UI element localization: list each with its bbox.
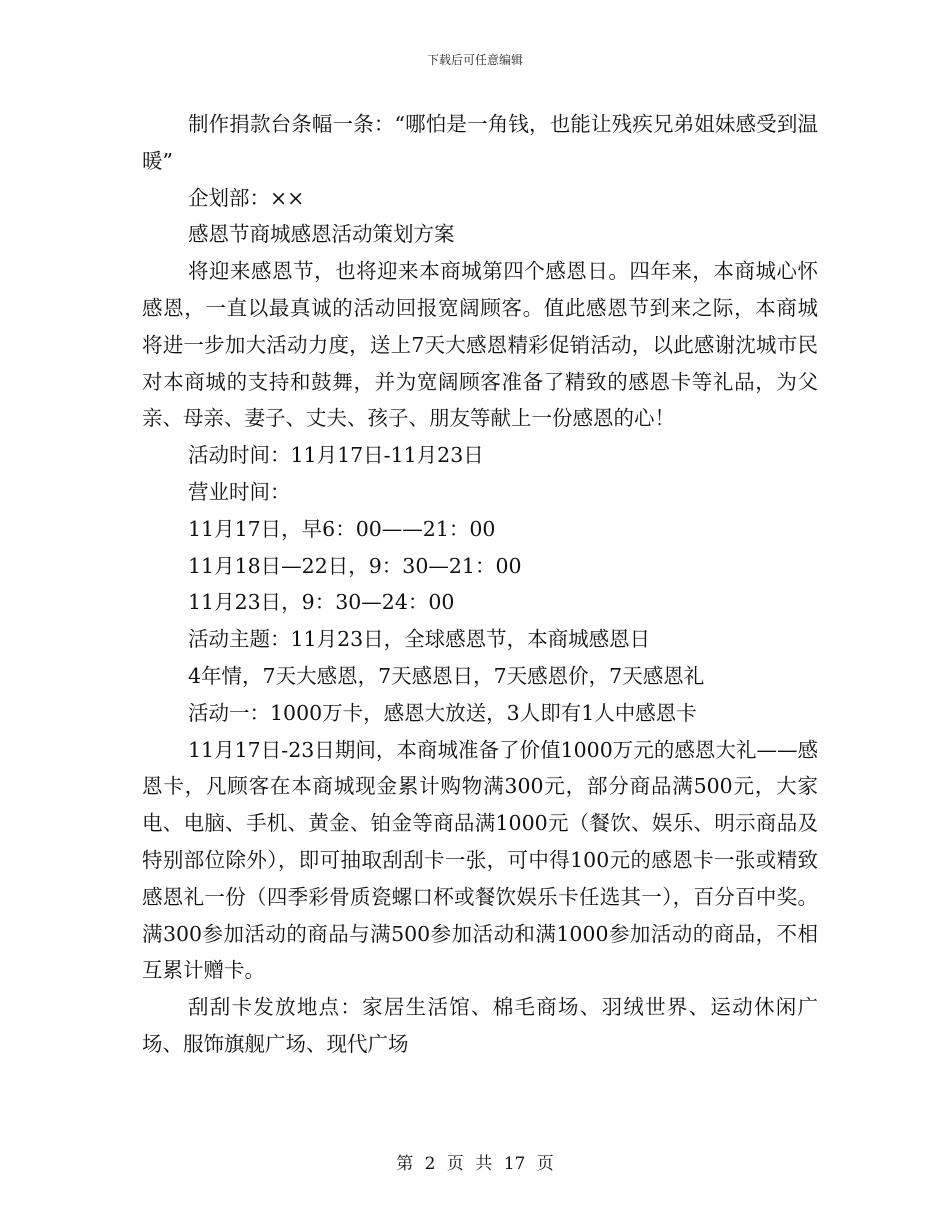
paragraph-intro: 将迎来感恩节，也将迎来本商城第四个感恩日。四年来，本商城心怀感恩，一直以最真诚的活动回报宽阔顾客。值此感恩节到来之际，本商城将进一步加大活动力度，送上7天大感恩精彩促销活动，以此感谢沈城市民对本商城的支持和鼓舞，并为宽阔顾客准备了精致的感恩卡等礼品，为父亲、母亲、妻子、丈夫、孩子、朋友等献上一份感恩的心！	[142, 259, 818, 431]
paragraph-banner: 制作捐款台条幅一条：“哪怕是一角钱，也能让残疾兄弟姐妹感受到温暖”	[142, 112, 818, 173]
paragraph-hours-day1: 11月17日，早6：00——21：00	[188, 516, 496, 541]
paragraph-business-hours-label: 营业时间：	[188, 479, 291, 504]
paragraph-event-theme: 活动主题：11月23日，全球感恩节，本商城感恩日	[188, 627, 651, 652]
document-body	[142, 106, 818, 1063]
page-footer: 第 2 页 共 17 页	[396, 1154, 554, 1174]
paragraph-hours-day7: 11月23日，9：30—24：00	[188, 590, 455, 615]
paragraph-activity-one: 活动一：1000万卡，感恩大放送，3人即有1人中感恩卡	[188, 700, 697, 725]
paragraph-activity-one-detail: 11月17日-23日期间，本商城准备了价值1000万元的感恩大礼——感恩卡，凡顾客在本商城现金累计购物满300元，部分商品满500元，大家电、电脑、手机、黄金、铂金等商品满1000元（餐饮、娱乐、明示商品及特别部位除外），即可抽取刮刮卡一张，可中得100元的感恩卡一张或精致感恩礼一份（四季彩骨质瓷螺口杯或餐饮娱乐卡任选其一），百分百中奖。满300参加活动的商品与满500参加活动和满1000参加活动的商品，不相互累计赠卡。	[142, 737, 818, 983]
paragraph-plan-title: 感恩节商城感恩活动策划方案	[188, 222, 455, 247]
paragraph-slogan: 4年情，7天大感恩，7天感恩日，7天感恩价，7天感恩礼	[188, 663, 705, 688]
paragraph-event-time: 活动时间：11月17日-11月23日	[188, 443, 484, 468]
paragraph-hours-day2-6: 11月18日—22日，9：30—21：00	[188, 553, 522, 578]
paragraph-card-locations: 刮刮卡发放地点：家居生活馆、棉毛商场、羽绒世界、运动休闲广场、服饰旗舰广场、现代广场	[142, 995, 818, 1056]
paragraph-planning-dept: 企划部：××	[188, 185, 305, 210]
page-header: 下载后可任意编辑	[426, 53, 523, 67]
